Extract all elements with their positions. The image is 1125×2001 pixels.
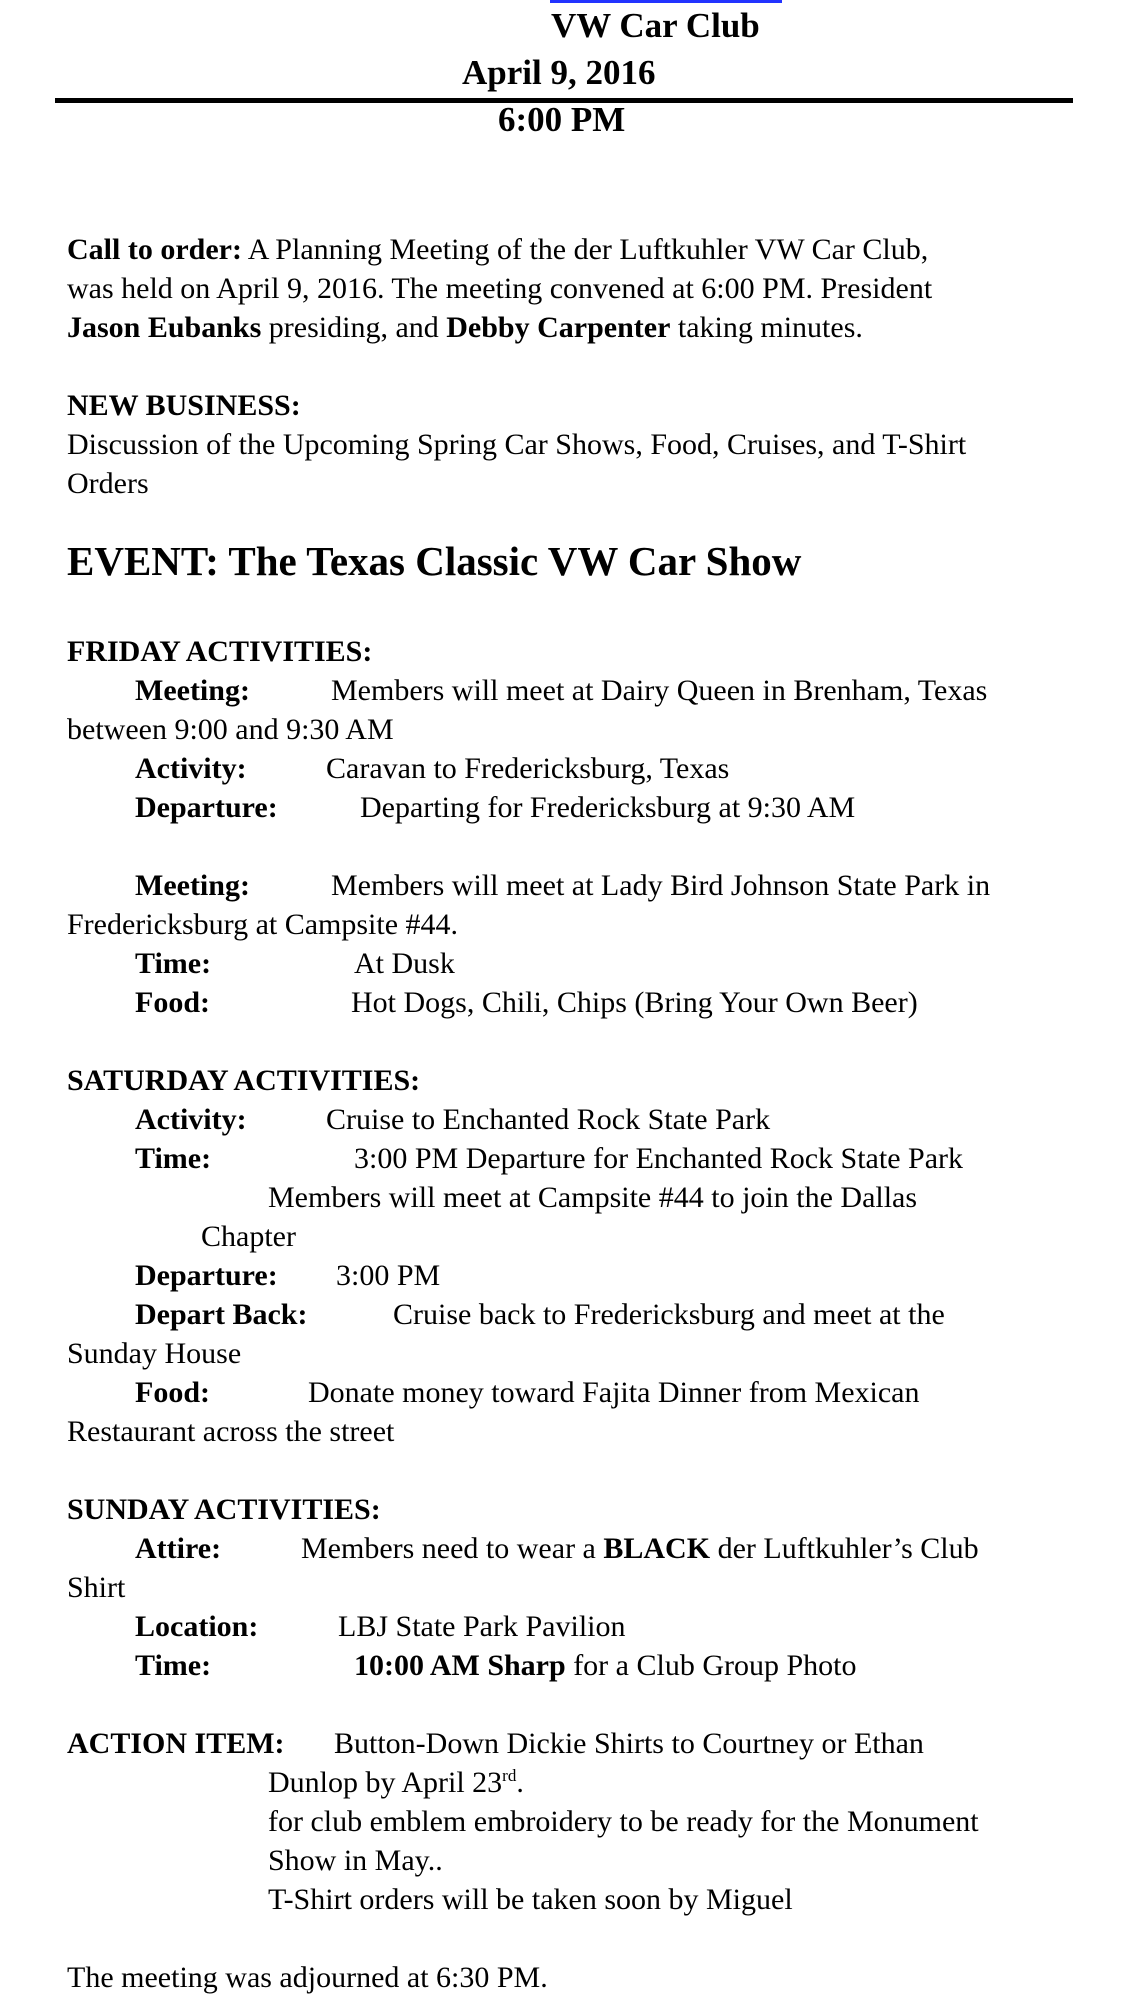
sunday-attire-post: der Luftkuhler’s Club xyxy=(710,1532,979,1565)
friday-time xyxy=(135,944,455,983)
sunday-time-post: for a Club Group Photo xyxy=(565,1649,857,1682)
saturday-food-text: Donate money toward Fajita Dinner from Mexican xyxy=(308,1376,920,1409)
action-item-label: ACTION ITEM: xyxy=(67,1727,285,1760)
saturday-depart-back-text: Cruise back to Fredericksburg and meet at the xyxy=(393,1298,945,1331)
saturday-departure-label: Departure: xyxy=(135,1259,278,1292)
action-item-text1: Button-Down Dickie Shirts to Courtney or Ethan xyxy=(334,1727,924,1760)
event-heading: EVENT: The Texas Classic VW Car Show xyxy=(67,538,802,584)
sunday-heading: SUNDAY ACTIVITIES: xyxy=(67,1493,381,1526)
saturday-food-label: Food: xyxy=(135,1376,210,1409)
call-to-order-line3 xyxy=(67,308,863,347)
friday-meeting1 xyxy=(135,671,987,710)
saturday-food-cont: Restaurant across the street xyxy=(67,1415,395,1448)
action-item-line2 xyxy=(268,1763,524,1802)
president-name: Jason Eubanks xyxy=(67,311,262,344)
sunday-attire-pre: Members need to wear a xyxy=(301,1532,604,1565)
sunday-attire-color: BLACK xyxy=(603,1532,711,1565)
call-to-order-line1 xyxy=(67,230,928,269)
call-to-order-mid: presiding, and xyxy=(261,311,447,344)
action-item-line1 xyxy=(67,1724,924,1763)
meeting-date: April 9, 2016 xyxy=(462,53,656,92)
new-business-line1: Discussion of the Upcoming Spring Car Shows, Food, Cruises, and T-Shirt xyxy=(67,428,967,461)
friday-departure xyxy=(135,788,855,827)
friday-meeting1-cont: between 9:00 and 9:30 AM xyxy=(67,713,394,746)
friday-meeting1-label: Meeting: xyxy=(135,674,250,707)
saturday-activity xyxy=(135,1100,770,1139)
sunday-time xyxy=(135,1646,857,1685)
action-item-text2: Dunlop by April 23 xyxy=(268,1766,503,1799)
friday-food-label: Food: xyxy=(135,986,210,1019)
sunday-time-bold: 10:00 AM Sharp xyxy=(354,1649,566,1682)
call-to-order-label: Call to order: xyxy=(67,233,242,266)
action-item-line3: for club emblem embroidery to be ready for the Monument xyxy=(268,1805,979,1838)
top-link-underline xyxy=(550,0,782,3)
saturday-time xyxy=(135,1139,963,1178)
meeting-time: 6:00 PM xyxy=(498,100,626,139)
friday-departure-label: Departure: xyxy=(135,791,278,824)
call-to-order-end: taking minutes. xyxy=(670,311,863,344)
secretary-name: Debby Carpenter xyxy=(446,311,671,344)
saturday-depart-back-label: Depart Back: xyxy=(135,1298,308,1331)
call-to-order-line2: was held on April 9, 2016. The meeting convened at 6:00 PM. President xyxy=(67,272,933,305)
friday-meeting2-cont: Fredericksburg at Campsite #44. xyxy=(67,908,459,941)
sunday-attire-cont: Shirt xyxy=(67,1571,126,1604)
saturday-activity-text: Cruise to Enchanted Rock State Park xyxy=(326,1103,771,1136)
saturday-time-cont1: Members will meet at Campsite #44 to join the Dallas xyxy=(268,1181,918,1214)
action-item-line5: T-Shirt orders will be taken soon by Miguel xyxy=(268,1883,793,1916)
new-business-heading: NEW BUSINESS: xyxy=(67,389,301,422)
friday-activity xyxy=(135,749,729,788)
friday-heading: FRIDAY ACTIVITIES: xyxy=(67,635,373,668)
action-item-line4: Show in May.. xyxy=(268,1844,443,1877)
saturday-time-label: Time: xyxy=(135,1142,212,1175)
saturday-depart-back-cont: Sunday House xyxy=(67,1337,242,1370)
friday-time-label: Time: xyxy=(135,947,212,980)
friday-departure-text: Departing for Fredericksburg at 9:30 AM xyxy=(360,791,856,824)
saturday-depart-back xyxy=(135,1295,945,1334)
friday-meeting2 xyxy=(135,866,990,905)
friday-meeting2-label: Meeting: xyxy=(135,869,250,902)
saturday-activity-label: Activity: xyxy=(135,1103,247,1136)
saturday-heading: SATURDAY ACTIVITIES: xyxy=(67,1064,421,1097)
saturday-departure xyxy=(135,1256,440,1295)
friday-meeting2-text: Members will meet at Lady Bird Johnson State Park in xyxy=(331,869,991,902)
new-business-line2: Orders xyxy=(67,467,149,500)
saturday-departure-text: 3:00 PM xyxy=(336,1259,441,1292)
sunday-location xyxy=(135,1607,626,1646)
saturday-food xyxy=(135,1373,919,1412)
friday-activity-label: Activity: xyxy=(135,752,247,785)
call-to-order-text: A Planning Meeting of the der Luftkuhler VW Car Club, xyxy=(241,233,929,266)
saturday-time-cont2: Chapter xyxy=(201,1220,296,1253)
club-title: VW Car Club xyxy=(551,6,760,45)
friday-activity-text: Caravan to Fredericksburg, Texas xyxy=(326,752,730,785)
action-item-period: . xyxy=(516,1766,524,1799)
friday-food xyxy=(135,983,918,1022)
sunday-attire xyxy=(135,1529,979,1568)
adjourned-text: The meeting was adjourned at 6:30 PM. xyxy=(67,1961,548,1994)
friday-time-text: At Dusk xyxy=(354,947,455,980)
friday-meeting1-text: Members will meet at Dairy Queen in Brenham, Texas xyxy=(331,674,988,707)
friday-food-text: Hot Dogs, Chili, Chips (Bring Your Own Beer) xyxy=(351,986,918,1019)
sunday-time-label: Time: xyxy=(135,1649,212,1682)
sunday-location-label: Location: xyxy=(135,1610,259,1643)
saturday-time-text: 3:00 PM Departure for Enchanted Rock State Park xyxy=(354,1142,964,1175)
action-item-ordinal: rd xyxy=(502,1766,517,1785)
sunday-location-text: LBJ State Park Pavilion xyxy=(338,1610,626,1643)
sunday-attire-label: Attire: xyxy=(135,1532,222,1565)
